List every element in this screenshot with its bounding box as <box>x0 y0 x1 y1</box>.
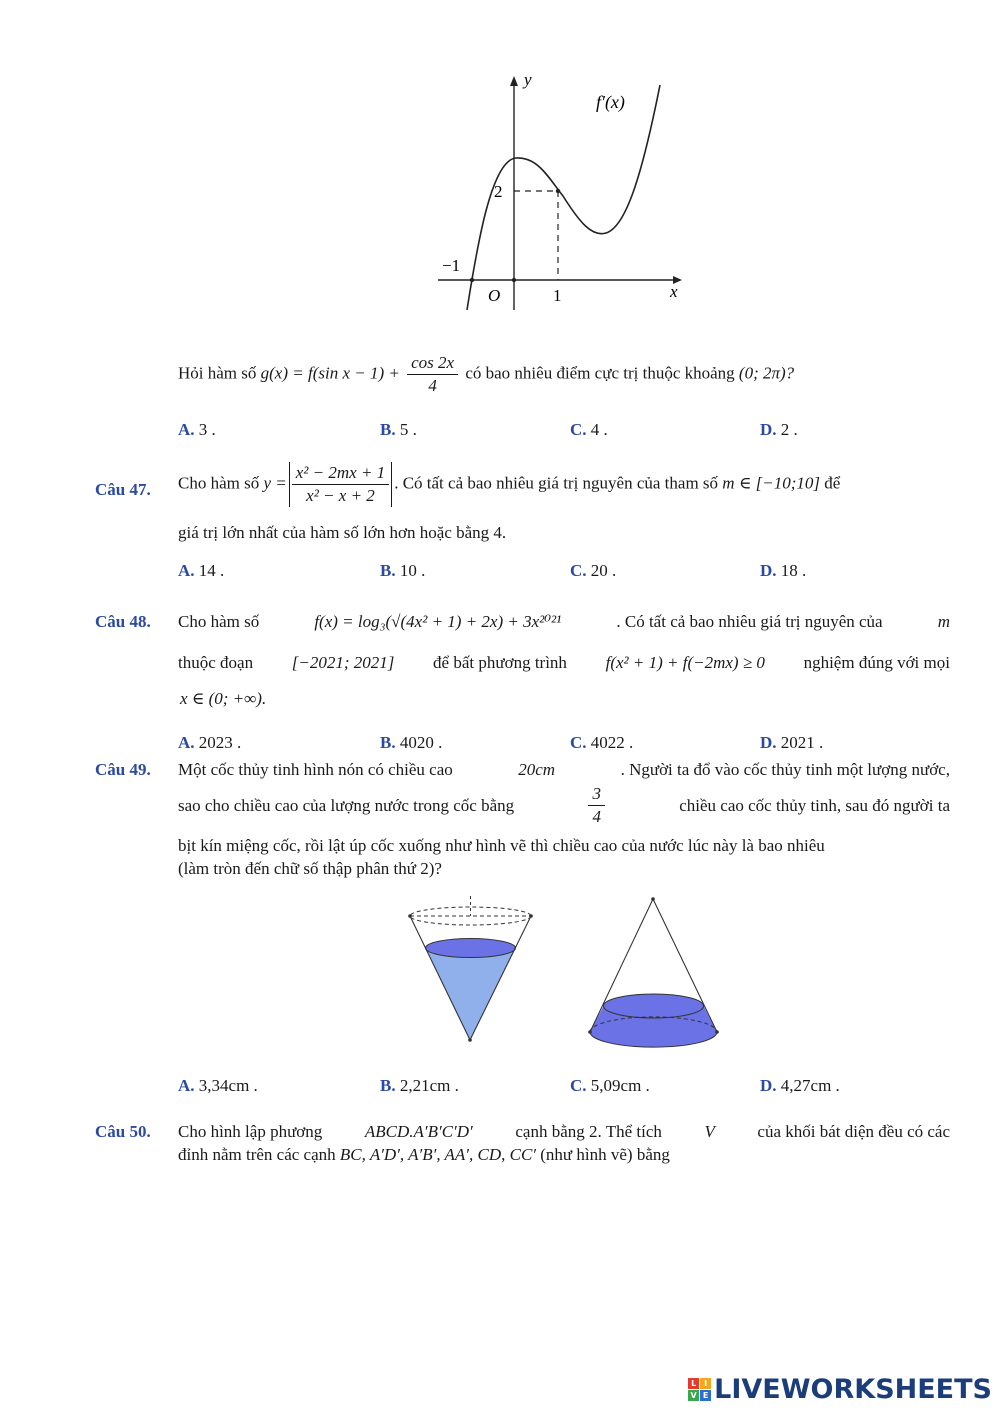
derivative-graph <box>430 65 700 340</box>
q46-text-end: có bao nhiêu điểm cực trị thuộc khoảng <box>465 363 735 383</box>
q50-cube: ABCD.A′B′C′D′ <box>364 1122 473 1141</box>
q50-line1-end: của khối bát diện đều có các <box>757 1122 950 1141</box>
q48-line2-mid: để bất phương trình <box>433 653 567 672</box>
q46-options <box>0 420 1000 444</box>
q47-line2: giá trị lớn nhất của hàm số lớn hơn hoặc bằng 4. <box>178 523 507 542</box>
q49-line4: (làm tròn đến chữ số thập phân thứ 2)? <box>178 859 442 878</box>
q46-frac-den: 4 <box>428 376 437 395</box>
curve-label: f′(x) <box>596 92 625 112</box>
q47-line1 <box>178 462 840 507</box>
option-letter: B. <box>380 420 396 439</box>
left-cone-tip <box>468 1038 472 1042</box>
q47-frac-den: x² − x + 2 <box>306 486 375 505</box>
option-value: 5,09cm . <box>590 1076 650 1095</box>
q49-height: 20cm <box>518 760 556 779</box>
logo-box-v: V <box>688 1390 699 1401</box>
liveworksheets-logo <box>688 1374 992 1405</box>
q47-option-a[interactable] <box>178 561 224 581</box>
logo-box-l: L <box>688 1378 699 1389</box>
q48-option-a[interactable] <box>178 733 241 753</box>
right-base-point-l <box>588 1030 592 1034</box>
q46-fraction <box>407 352 458 397</box>
y-axis-label: y <box>524 70 532 89</box>
option-value: 2,21cm . <box>399 1076 459 1095</box>
q47-label: Câu 47. <box>95 480 151 499</box>
q48-var-m: m <box>937 612 950 631</box>
x-axis-label: x <box>670 282 678 301</box>
option-value: 4020 . <box>399 733 443 752</box>
q48-line3: x ∈ (0; +∞). <box>180 689 267 708</box>
q46-option-c[interactable] <box>570 420 608 440</box>
q46-option-d[interactable] <box>760 420 798 440</box>
logo-box-i: I <box>700 1378 711 1389</box>
right-cone-tip <box>651 897 655 901</box>
q47-options <box>0 561 1000 585</box>
option-value: 2021 . <box>780 733 824 752</box>
q49-frac-den: 4 <box>592 807 601 826</box>
y-axis-arrow <box>510 76 518 86</box>
q47-option-d[interactable] <box>760 561 806 581</box>
q46-interval: (0; 2π)? <box>738 363 795 383</box>
q49-line3: bịt kín miệng cốc, rồi lật úp cốc xuống như hình vẽ thì chiều cao của nước lúc này là bao nhiêu <box>178 836 825 855</box>
q48-option-d[interactable] <box>760 733 823 753</box>
option-value: 4,27cm . <box>780 1076 840 1095</box>
option-value: 2 . <box>780 420 798 439</box>
q47-text-end: để <box>824 473 841 493</box>
q47-param: m ∈ [−10;10] <box>722 473 821 493</box>
origin-label: O <box>488 286 501 305</box>
q46-function: g(x) = f(sin x − 1) + <box>260 363 400 383</box>
q46-option-a[interactable] <box>178 420 216 440</box>
left-cone-water <box>426 948 515 1040</box>
cone-figures <box>395 892 735 1062</box>
q48-line1 <box>178 612 950 632</box>
option-value: 5 . <box>399 420 417 439</box>
q48-option-b[interactable] <box>380 733 442 753</box>
q49-fraction <box>588 783 605 828</box>
option-letter: C. <box>570 561 587 580</box>
option-value: 10 . <box>399 561 426 580</box>
q48-text-start: Cho hàm số <box>178 612 260 631</box>
tick-x-label: 1 <box>553 286 562 305</box>
q48-line2 <box>178 653 950 673</box>
option-letter: C. <box>570 733 587 752</box>
logo-text: LIVEWORKSHEETS <box>714 1374 992 1405</box>
right-base-point-r <box>715 1030 719 1034</box>
q50-line2 <box>178 1145 670 1165</box>
option-letter: D. <box>760 561 777 580</box>
option-letter: B. <box>380 1076 396 1095</box>
q49-frac-num: 3 <box>588 783 605 806</box>
q47-option-c[interactable] <box>570 561 616 581</box>
q50-line2-end: (như hình vẽ) bằng <box>540 1145 670 1164</box>
q47-y-eq: y = <box>263 473 287 493</box>
point-one-two <box>556 189 560 193</box>
option-letter: A. <box>178 420 195 439</box>
q49-line1-start: Một cốc thủy tinh hình nón có chiều cao <box>178 760 453 779</box>
q48-label: Câu 48. <box>95 612 151 631</box>
option-value: 3 . <box>198 420 216 439</box>
option-letter: A. <box>178 733 195 752</box>
option-letter: D. <box>760 420 777 439</box>
q47-absolute-value <box>289 462 392 507</box>
q50-line1-start: Cho hình lập phương <box>178 1122 323 1141</box>
q50-line1 <box>178 1122 950 1142</box>
q47-text-mid: . Có tất cả bao nhiêu giá trị nguyên của tham số <box>394 473 719 493</box>
right-water-surface <box>604 994 704 1018</box>
q46-question <box>178 352 794 397</box>
q50-line2-start: đỉnh nằm trên các cạnh <box>178 1145 336 1164</box>
option-value: 4022 . <box>590 733 634 752</box>
q49-line1-end: . Người ta đổ vào cốc thủy tinh một lượng nước, <box>620 760 950 779</box>
q47-fraction <box>292 462 389 507</box>
q49-line2-start: sao cho chiều cao của lượng nước trong cốc bằng <box>178 795 515 815</box>
q47-frac-num: x² − 2mx + 1 <box>292 462 389 485</box>
option-letter: C. <box>570 420 587 439</box>
option-letter: A. <box>178 561 195 580</box>
q49-line1 <box>178 760 950 780</box>
q49-line2 <box>178 783 950 828</box>
q48-inequality: f(x² + 1) + f(−2mx) ≥ 0 <box>605 653 765 672</box>
option-letter: D. <box>760 733 777 752</box>
q50-line1-mid: cạnh bằng 2. Thể tích <box>515 1122 662 1141</box>
q50-var-v: V <box>704 1122 715 1141</box>
option-value: 20 . <box>590 561 617 580</box>
q47-option-b[interactable] <box>380 561 425 581</box>
logo-icon <box>688 1378 711 1401</box>
q50-label: Câu 50. <box>95 1122 151 1141</box>
option-value: 14 . <box>198 561 225 580</box>
q49-options <box>0 1076 1000 1100</box>
option-letter: A. <box>178 1076 195 1095</box>
q49-line2-end: chiều cao cốc thủy tinh, sau đó người ta <box>679 795 950 815</box>
q48-options <box>0 733 1000 757</box>
q49-option-a[interactable] <box>178 1076 258 1096</box>
left-water-surface <box>426 939 516 958</box>
q49-option-d[interactable] <box>760 1076 840 1096</box>
tick-y-label: 2 <box>494 182 503 201</box>
tick-neg-label: −1 <box>442 256 461 275</box>
option-value: 18 . <box>780 561 807 580</box>
q48-option-c[interactable] <box>570 733 633 753</box>
q48-interval: [−2021; 2021] <box>291 653 395 672</box>
q46-frac-num: cos 2x <box>407 352 458 375</box>
left-rim-point-r <box>529 914 533 918</box>
option-letter: B. <box>380 733 396 752</box>
point-neg-one <box>470 278 474 282</box>
option-value: 2023 . <box>198 733 242 752</box>
q50-edges: BC, A′D′, A′B′, AA′, CD, CC′ <box>339 1145 537 1164</box>
option-letter: C. <box>570 1076 587 1095</box>
q46-option-b[interactable] <box>380 420 417 440</box>
option-letter: B. <box>380 561 396 580</box>
q49-option-b[interactable] <box>380 1076 459 1096</box>
q48-line2-start: thuộc đoạn <box>178 653 254 672</box>
q48-text-end: . Có tất cả bao nhiêu giá trị nguyên của <box>616 612 883 631</box>
q48-function: f(x) = log₃(√(4x² + 1) + 2x) + 3x²⁰²¹ <box>314 612 562 631</box>
logo-box-e: E <box>700 1390 711 1401</box>
option-letter: D. <box>760 1076 777 1095</box>
q48-line2-end: nghiệm đúng với mọi <box>803 653 950 672</box>
point-origin <box>512 278 516 282</box>
q47-text-start: Cho hàm số <box>178 473 260 493</box>
q49-option-c[interactable] <box>570 1076 650 1096</box>
q46-text-start: Hỏi hàm số <box>178 363 257 383</box>
q49-label: Câu 49. <box>95 760 151 779</box>
option-value: 4 . <box>590 420 608 439</box>
left-rim-point-l <box>408 914 412 918</box>
option-value: 3,34cm . <box>198 1076 258 1095</box>
